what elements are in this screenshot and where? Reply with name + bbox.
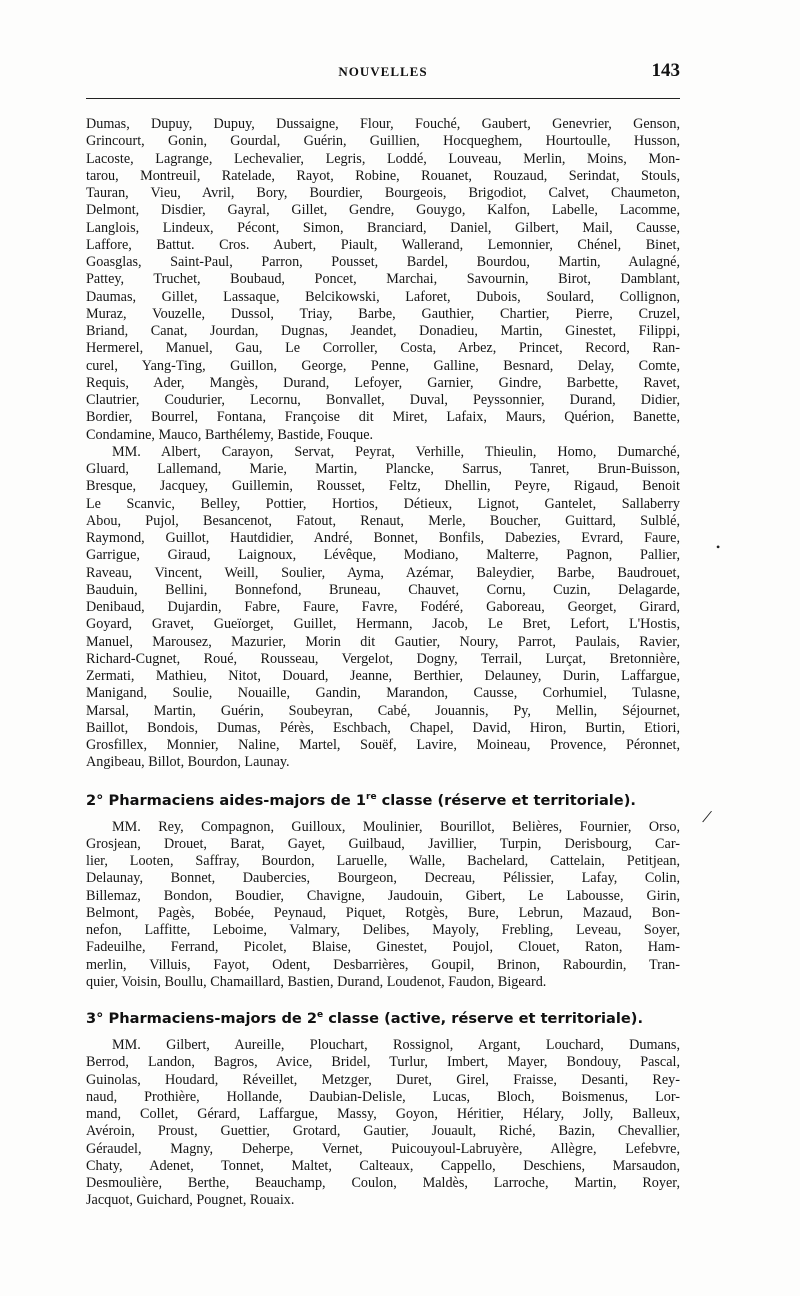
document-body [86, 116, 680, 1210]
text-line: Lacoste, Lagrange, Lechevalier, Legris, Loddé, Louveau, Merlin, Moins, Mon- [86, 150, 680, 167]
text-line: Delmont, Disdier, Gayral, Gillet, Gendre, Gouygo, Kalfon, Labelle, Lacomme, [86, 202, 680, 219]
text-line: Grincourt, Gonin, Gourdal, Guérin, Guillien, Hocqueghem, Hourtoulle, Husson, [86, 133, 680, 150]
text-line: Fadeuilhe, Ferrand, Picolet, Blaise, Ginestet, Poujol, Clouet, Raton, Ham- [86, 939, 680, 956]
section-3-heading-prefix: 3° Pharmaciens-majors de 2 [86, 1009, 318, 1027]
section-2-heading-suffix: classe (réserve et territoriale). [376, 791, 636, 809]
text-line: Bordier, Bourrel, Fontana, Françoise dit Miret, Lafaix, Maurs, Quérion, Banette, [86, 409, 680, 426]
section-2-heading-sup: re [366, 791, 377, 802]
text-line: mand, Collet, Gérard, Laffargue, Massy, Goyon, Héritier, Hélary, Jolly, Balleux, [86, 1106, 680, 1123]
text-line: Garrigue, Giraud, Laignoux, Lévêque, Modiano, Malterre, Pagnon, Pallier, [86, 547, 680, 564]
text-line: Raymond, Guillot, Hautdidier, André, Bonnet, Bonfils, Dabezies, Evrard, Faure, [86, 530, 680, 546]
text-line: Richard-Cugnet, Roué, Rousseau, Vergelot, Dogny, Terrail, Lurçat, Bretonnière, [86, 650, 680, 667]
text-line: Laffore, Battut. Cros. Aubert, Piault, Wallerand, Lemonnier, Chénel, Binet, [86, 236, 680, 253]
section-2-heading [86, 789, 680, 809]
text-line: Raveau, Vincent, Weill, Soulier, Ayma, Azémar, Baleydier, Barbe, Baudrouet, [86, 564, 680, 581]
margin-dot-mark: • [716, 540, 721, 554]
text-line: Tauran, Vieu, Avril, Bory, Bourdier, Bourgeois, Brigodiot, Calvet, Chaumeton, [86, 185, 680, 201]
text-line: Desmoulière, Berthe, Beauchamp, Coulon, Maldès, Larroche, Martin, Royer, [86, 1175, 680, 1192]
text-line: nefon, Laffitte, Leboime, Valmary, Delibes, Mayoly, Frebling, Leveau, Soyer, [86, 922, 680, 939]
text-line: Briand, Canat, Jourdan, Dugnas, Jeandet, Donadieu, Martin, Ginestet, Filippi, [86, 323, 680, 339]
section-3-paragraph [86, 1037, 680, 1210]
page-header [86, 62, 680, 86]
text-line: Avéroin, Proust, Guettier, Grotard, Gautier, Jouault, Riché, Bazin, Chevallier, [86, 1123, 680, 1140]
text-line: Dumas, Dupuy, Dupuy, Dussaigne, Flour, Fouché, Gaubert, Genevrier, Genson, [86, 116, 680, 132]
text-line: lier, Looten, Saffray, Bourdon, Laruelle, Walle, Bachelard, Cattelain, Petitjean, [86, 853, 680, 870]
section-3-heading [86, 1007, 680, 1027]
text-line: Pattey, Truchet, Boubaud, Poncet, Marchai, Savournin, Birot, Damblant, [86, 271, 680, 288]
text-line: Bresque, Jacquey, Guillemin, Rousset, Feltz, Dhellin, Peyre, Rigaud, Benoit [86, 478, 680, 495]
section-3-heading-sup: e [317, 1010, 324, 1021]
text-line: Guinolas, Houdard, Réveillet, Metzger, Duret, Girel, Fraisse, Desanti, Rey- [86, 1071, 680, 1088]
text-line: Chaty, Adenet, Tonnet, Maltet, Calteaux, Cappello, Deschiens, Marsaudon, [86, 1157, 680, 1174]
text-line: Hermerel, Manuel, Gau, Le Corroller, Costa, Arbez, Princet, Record, Ran- [86, 340, 680, 357]
text-line: Le Scanvic, Belley, Pottier, Hortios, Détieux, Lignot, Gantelet, Sallaberry [86, 495, 680, 512]
text-line: MM. Gilbert, Aureille, Plouchart, Rossignol, Argant, Louchard, Dumans, [112, 1037, 680, 1054]
section-2-paragraph [86, 819, 680, 992]
text-line: Zermati, Mathieu, Nitot, Douard, Jeanne, Berthier, Delauney, Durin, Laffargue, [86, 668, 680, 684]
text-line: Abou, Pujol, Besancenot, Fatout, Renaut, Merle, Boucher, Guittard, Sulblé, [86, 512, 680, 529]
text-line: Grosjean, Drouet, Barat, Gayet, Guilbaud, Javillier, Turpin, Derisbourg, Car- [86, 835, 680, 852]
text-line: Marsal, Martin, Guérin, Soubeyran, Cabé, Jouannis, Py, Mellin, Séjournet, [86, 702, 680, 719]
text-line: quier, Voisin, Boullu, Chamaillard, Bastien, Durand, Loudenot, Faudon, Bigeard. [86, 973, 547, 990]
text-line: Angibeau, Billot, Bourdon, Launay. [86, 754, 290, 771]
text-line: MM. Albert, Carayon, Servat, Peyrat, Verhille, Thieulin, Homo, Dumarché, [112, 443, 680, 460]
text-line: Denibaud, Dujardin, Fabre, Faure, Favre, Fodéré, Gaboreau, Georget, Girard, [86, 599, 680, 615]
text-line: Berrod, Landon, Bagros, Avice, Bridel, Turlur, Imbert, Mayer, Bondouy, Pascal, [86, 1054, 680, 1071]
text-line: Géraudel, Magny, Deherpe, Vernet, Puicouyoul-Labruyère, Allègre, Lefebvre, [86, 1140, 680, 1157]
text-line: Bauduin, Bellini, Bonnefond, Bruneau, Chauvet, Cornu, Cuzin, Delagarde, [86, 581, 680, 598]
text-line: Clautrier, Coudurier, Lecornu, Bonvallet, Duval, Peyssonnier, Durand, Didier, [86, 392, 680, 408]
section-1-mm-paragraph [86, 444, 680, 772]
text-line: Grosfillex, Monnier, Naline, Martel, Souëf, Lavire, Moineau, Provence, Péronnet, [86, 737, 680, 753]
text-line: Billemaz, Bondon, Boudier, Chavigne, Jaudouin, Gibert, Le Labousse, Girin, [86, 887, 680, 904]
header-rule [86, 98, 680, 99]
text-line: Condamine, Mauco, Barthélemy, Bastide, Fouque. [86, 426, 374, 443]
text-line: Goasglas, Saint-Paul, Parron, Pousset, Bardel, Bourdou, Martin, Aulagné, [86, 254, 680, 270]
text-line: Gluard, Lallemand, Marie, Martin, Plancke, Sarrus, Tanret, Brun-Buisson, [86, 461, 680, 477]
text-line: Baillot, Bondois, Dumas, Pérès, Eschbach, Chapel, David, Hiron, Burtin, Etiori, [86, 719, 680, 736]
text-line: merlin, Villuis, Fayot, Odent, Desbarrières, Goupil, Brinon, Rabourdin, Tran- [86, 956, 680, 973]
running-title: NOUVELLES [338, 64, 428, 79]
text-line: MM. Rey, Compagnon, Guilloux, Moulinier, Bourillot, Belières, Fournier, Orso, [112, 818, 680, 835]
text-line: Langlois, Lindeux, Pécont, Simon, Branciard, Daniel, Gilbert, Mail, Causse, [86, 219, 680, 236]
page-number: 143 [651, 60, 680, 81]
section-1-paragraph [86, 116, 680, 444]
text-line: Manuel, Marousez, Mazurier, Morin dit Gautier, Noury, Parrot, Paulais, Ravier, [86, 633, 680, 650]
text-line: tarou, Montreuil, Ratelade, Rayot, Robine, Rouanet, Rouzaud, Serindat, Stouls, [86, 167, 680, 184]
text-line: Goyard, Gravet, Gueïorget, Guillet, Hermann, Jacob, Le Bret, Lefort, L'Hostis, [86, 616, 680, 633]
text-line: Muraz, Vouzelle, Dussol, Triay, Barbe, Gauthier, Chartier, Pierre, Cruzel, [86, 305, 680, 322]
text-line: Belmont, Pagès, Bobée, Peynaud, Piquet, Rotgès, Bure, Lebrun, Mazaud, Bon- [86, 904, 680, 921]
text-line: Requis, Ader, Mangès, Durand, Lefoyer, Garnier, Gindre, Barbette, Ravet, [86, 374, 680, 391]
text-line: naud, Prothière, Hollande, Daubian-Delisle, Lucas, Bloch, Boismenus, Lor- [86, 1088, 680, 1105]
margin-stroke-mark: / [700, 805, 714, 829]
text-line: Delaunay, Bonnet, Daubercies, Bourgeon, Decreau, Pélissier, Lafay, Colin, [86, 870, 680, 887]
text-line: Jacquot, Guichard, Pougnet, Rouaix. [86, 1192, 295, 1209]
section-3-heading-suffix: classe (active, réserve et territoriale). [323, 1009, 644, 1027]
text-line: Daumas, Gillet, Lassaque, Belcikowski, Laforet, Dubois, Soulard, Collignon, [86, 288, 680, 305]
text-line: curel, Yang-Ting, Guillon, George, Penne, Galline, Besnard, Delay, Comte, [86, 357, 680, 374]
section-2-heading-prefix: 2° Pharmaciens aides-majors de 1 [86, 791, 366, 809]
text-line: Manigand, Soulie, Nouaille, Gandin, Marandon, Causse, Corhumiel, Tulasne, [86, 685, 680, 702]
